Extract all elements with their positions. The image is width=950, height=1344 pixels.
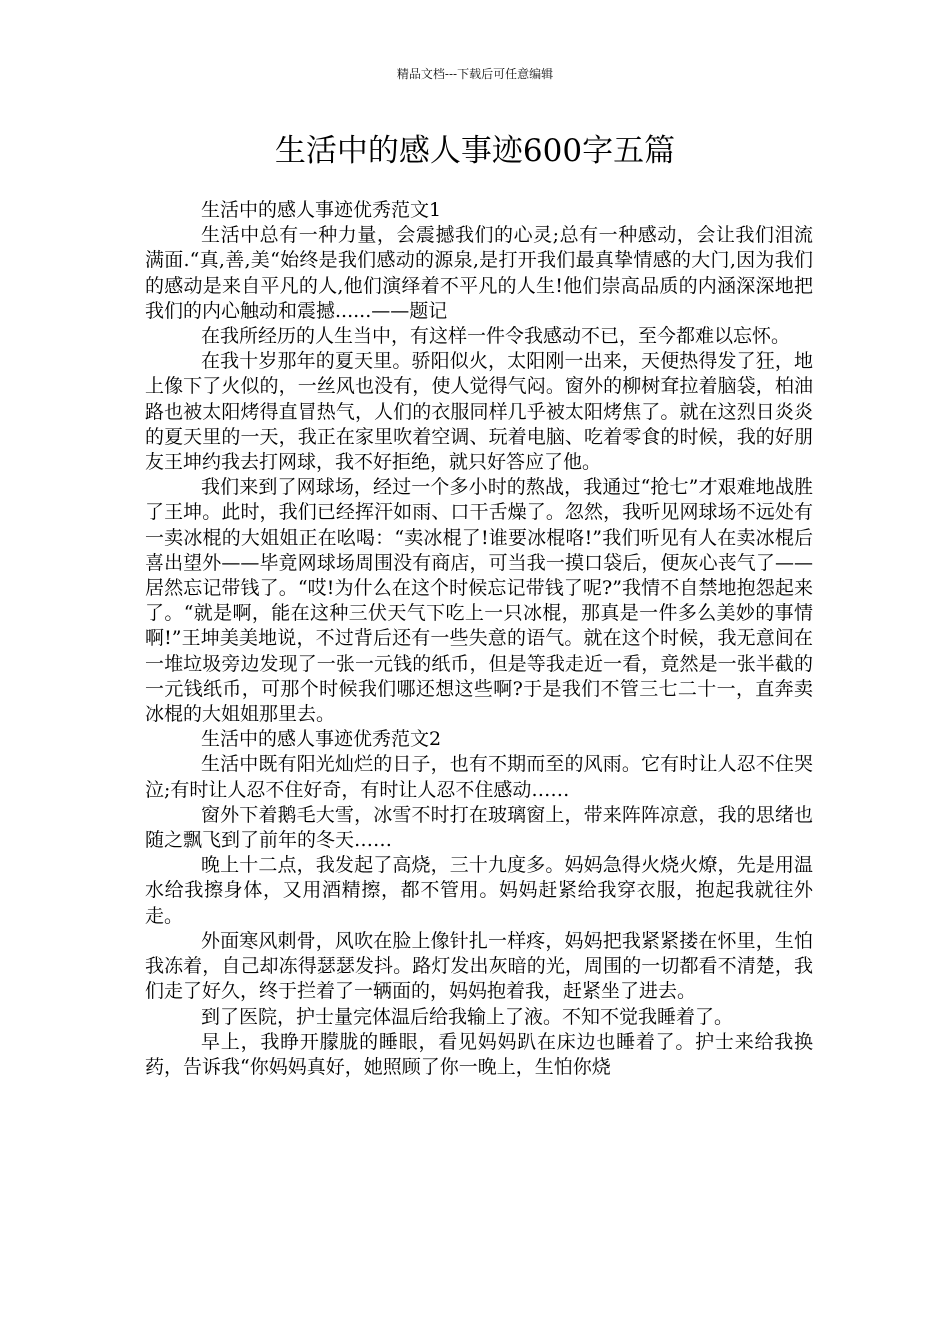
paragraph: 在我所经历的人生当中，有这样一件令我感动不已，至今都难以忘怀。 [201,325,791,348]
paragraph: 窗外下着鹅毛大雪，冰雪不时打在玻璃窗上，带来阵阵凉意，我的思绪也随之飘飞到了前年的冬天…… [145,803,813,852]
paragraph: 在我十岁那年的夏天里。骄阳似火，太阳刚一出来，天便热得发了狂，地上像下了火似的，一丝风也没有，使人觉得气闷。窗外的柳树耷拉着脑袋，柏油路也被太阳烤得直冒热气，人们的衣服同样几乎被太阳烤焦了。就在这烈日炎炎的夏天里的一天，我正在家里吹着空调、玩着电脑、吃着零食的时候，我的好朋友王坤约我去打网球，我不好拒绝，就只好答应了他。 [145,350,813,474]
paragraph: 生活中既有阳光灿烂的日子，也有不期而至的风雨。它有时让人忍不住哭泣;有时让人忍不住好奇，有时让人忍不住感动…… [145,753,813,801]
section-heading: 生活中的感人事迹优秀范文1 [201,199,442,221]
document-title: 生活中的感人事迹600字五篇 [274,133,676,169]
paragraph: 早上，我睁开朦胧的睡眼，看见妈妈趴在床边也睡着了。护士来给我换药，告诉我“你妈妈真好，她照顾了你一晚上，生怕你烧 [145,1030,813,1078]
paragraph: 生活中总有一种力量，会震撼我们的心灵;总有一种感动，会让我们泪流满面.“真,善,美“始终是我们感动的源泉,是打开我们最真挚情感的大门,因为我们的感动是来自平凡的人,他们演绎着不平凡的人生!他们崇高品质的内涵深深地把我们的内心触动和震撼......——题记 [145,224,813,322]
paragraph: 到了医院，护士量完体温后给我输上了液。不知不觉我睡着了。 [201,1005,734,1028]
header-note: 精品文档---下载后可任意编辑 [396,67,554,81]
section-heading: 生活中的感人事迹优秀范文2 [201,728,442,751]
paragraph: 晚上十二点，我发起了高烧，三十九度多。妈妈急得火烧火燎，先是用温水给我擦身体，又用酒精擦，都不管用。妈妈赶紧给我穿衣服，抱起我就往外走。 [145,854,813,927]
document-body [145,198,813,1080]
paragraph: 外面寒风刺骨，风吹在脸上像针扎一样疼，妈妈把我紧紧搂在怀里，生怕我冻着，自己却冻得瑟瑟发抖。路灯发出灰暗的光，周围的一切都看不清楚，我们走了好久，终于拦着了一辆面的，妈妈抱着我，赶紧坐了进去。 [145,929,813,1003]
paragraph: 我们来到了网球场，经过一个多小时的熬战，我通过“抢七”才艰难地战胜了王坤。此时，我们已经挥汗如雨、口干舌燥了。忽然，我听见网球场不远处有一卖冰棍的大姐姐正在吆喝：“卖冰棍了!谁要冰棍咯!”我们听见有人在卖冰棍后喜出望外——毕竟网球场周围没有商店，可当我一摸口袋后，便灰心丧气了——居然忘记带钱了。“哎!为什么在这个时候忘记带钱了呢?”我情不自禁地抱怨起来了。“就是啊，能在这种三伏天气下吃上一只冰棍，那真是一件多么美妙的事情啊!”王坤美美地说，不过背后还有一些失意的语气。就在这个时候，我无意间在一堆垃圾旁边发现了一张一元钱的纸币，但是等我走近一看，竟然是一张半截的一元钱纸币，可那个时候我们哪还想这些啊?于是我们不管三七二十一，直奔卖冰棍的大姐姐那里去。 [145,476,813,726]
